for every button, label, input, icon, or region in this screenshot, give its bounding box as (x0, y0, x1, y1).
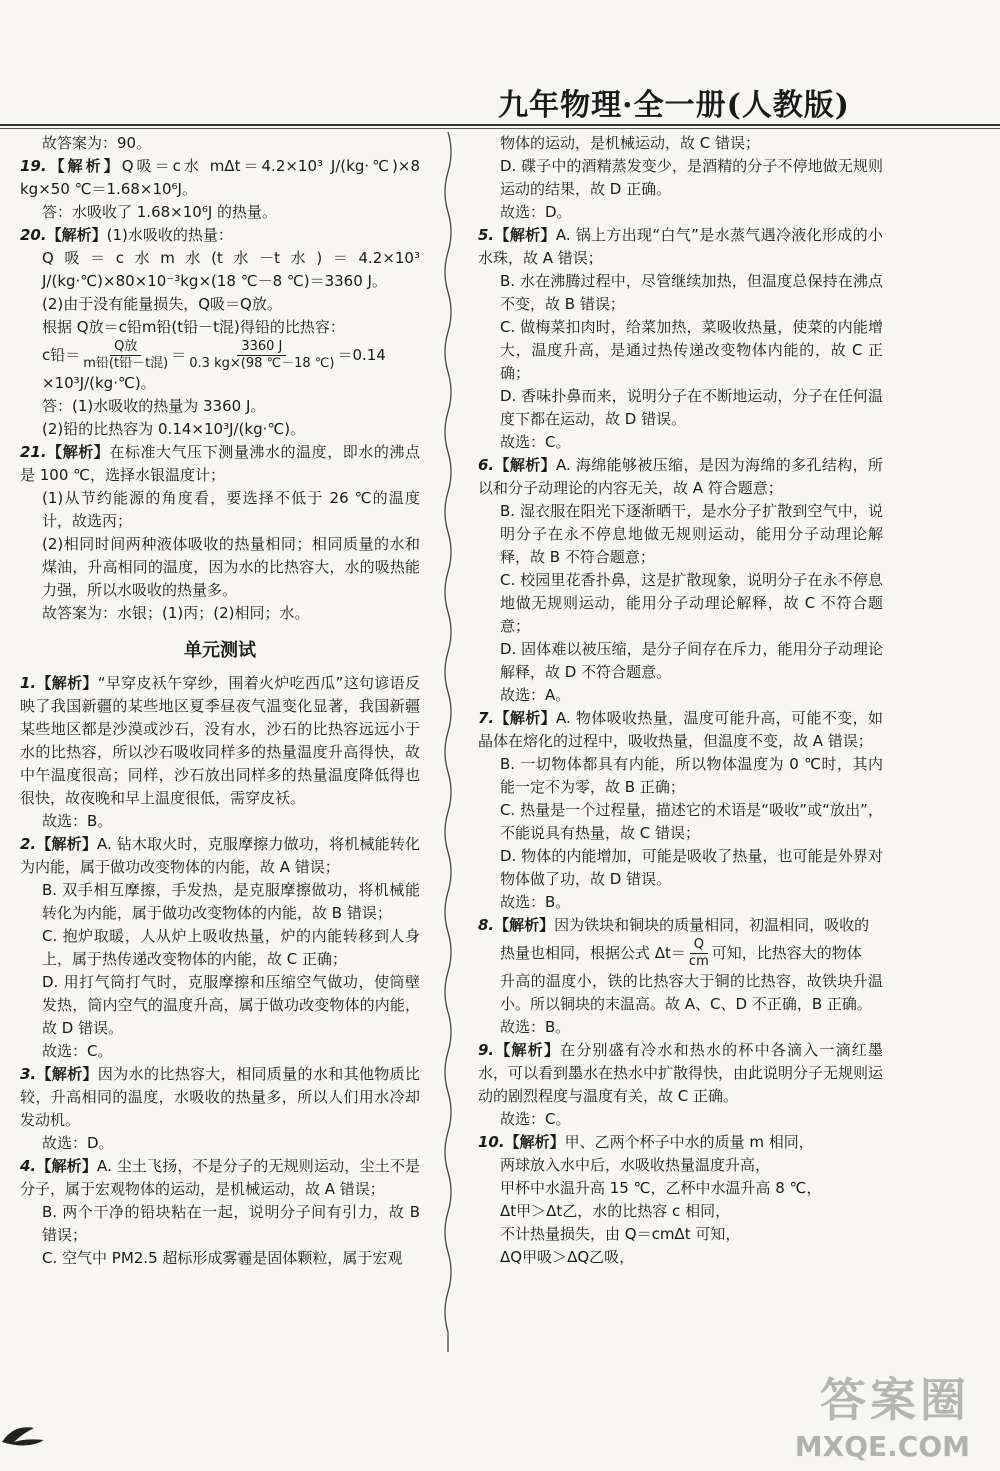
solution-text: C. 抱炉取暖，人从炉上吸收热量，炉的内能转移到人身上，属于热传递改变物体的内能，故 C 正确； (42, 927, 420, 968)
solution-text: D. 碟子中的酒精蒸发变少，是酒精的分子不停地做无规则运动的结果，故 D 正确。 (500, 157, 883, 198)
solution-text: 甲、乙两个杯子中水的质量 m 相同， (564, 1133, 814, 1151)
question-20 (20, 224, 420, 441)
question-21 (20, 441, 420, 625)
question-number: 10. (478, 1133, 505, 1151)
question-number: 21. (20, 443, 47, 461)
solution-text: 两球放入水中后，水吸收热量温度升高， (500, 1156, 771, 1174)
analysis-tag: 【解析】 (36, 674, 98, 692)
formula-part: ＝ (171, 346, 187, 364)
answer-line: 故选：C。 (42, 1042, 113, 1060)
solution-text: A. 尘土飞扬，不是分子的无规则运动，尘土不是分子，属于宏观物体的运动，是机械运动，故 A 错误； (20, 1157, 420, 1198)
analysis-tag: 【解析】 (504, 1133, 565, 1151)
question-number: 3. (20, 1065, 37, 1083)
solution-text: 根据 Q放＝c铅m铅(t铅－t混)得铅的比热容： (42, 318, 345, 336)
fraction-numerator: Q放 (110, 339, 141, 356)
test-question-4 (20, 1155, 420, 1270)
formula-line (20, 339, 420, 372)
solution-text: A. 钻木取火时，克服摩擦力做功，将机械能转化为内能，属于做功改变物体的内能，故 A 错误； (20, 835, 420, 876)
solution-text: A. 海绵能够被压缩，是因为海绵的多孔结构，所以和分子动理论的内容无关，故 A 符合题意； (478, 456, 883, 497)
answer-line: (2)铅的比热容为 0.14×10³J/(kg·℃)。 (42, 420, 306, 438)
fraction-numerator: 3360 J (237, 339, 286, 356)
analysis-tag: 【解析】 (494, 709, 557, 727)
question-number: 2. (20, 835, 37, 853)
solution-text: D. 用打气筒打气时，克服摩擦和压缩空气做功，使筒壁发热，筒内空气的温度升高，属于做功改变物体的内能，故 D 错误。 (42, 973, 420, 1037)
question-number: 20. (20, 226, 47, 244)
solution-text: 因为铁块和铜块的质量相同，初温相同，吸收的 (554, 916, 870, 934)
analysis-tag: 【解析】 (494, 226, 556, 244)
solution-text: Δt甲＞Δt乙，水的比热容 c 相同， (500, 1202, 731, 1220)
solution-text: 因为水的比热容大，相同质量的水和其他物质比较，升高相同的温度，水吸收的热量多，所以人们用水冷却发动机。 (20, 1065, 420, 1129)
analysis-tag: 【解析】 (494, 456, 557, 474)
question-number: 4. (20, 1157, 37, 1175)
solution-text: 在标准大气压下测量沸水的温度，即水的沸点是 100 ℃，选择水银温度计； (20, 443, 420, 484)
question-number: 5. (478, 226, 495, 244)
solution-text: “早穿皮袄午穿纱，围着火炉吃西瓜”这句谚语反映了我国新疆的某些地区夏季昼夜气温变化显著，我国新疆某些地区都是沙漠或沙石，没有水，沙石的比热容远远小于水的比热容，所以沙石吸收同样多的热量温度升高得快，故中午温度很高；同样，沙石放出同样多的热量温度降低得也很快，故夜晚和早上温度很低，需穿皮袄。 (20, 674, 420, 807)
answer-line: 故选：A。 (500, 686, 571, 704)
test-question-2 (20, 833, 420, 1063)
section-title: 单元测试 (184, 640, 256, 661)
answer-line: 故选：B。 (500, 893, 571, 911)
solution-text: B. 湿衣服在阳光下逐渐晒干，是水分子扩散到空气中，说明分子在永不停息地做无规则运动，能用分子动理论解释，故 B 不符合题意； (500, 502, 883, 566)
question-number: 6. (478, 456, 495, 474)
formula-part: c铅＝ (42, 346, 81, 364)
answer-line: 故选：C。 (500, 433, 571, 451)
solution-text: B. 两个干净的铅块粘在一起，说明分子间有引力，故 B 错误； (42, 1203, 420, 1244)
leaf-ornament-icon (0, 1420, 50, 1450)
solution-text: 不计热量损失，由 Q＝cmΔt 可知， (500, 1225, 741, 1243)
test-question-8 (478, 914, 883, 1039)
answer-line: 故选：B。 (42, 812, 113, 830)
solution-text: (1)水吸收的热量： (106, 226, 233, 244)
solution-text: A. 锅上方出现“白气”是水蒸气遇冷液化形成的小水珠，故 A 错误； (478, 226, 883, 267)
analysis-tag: 【解析】 (46, 226, 107, 244)
question-number: 19. (20, 157, 47, 175)
test-question-7 (478, 707, 883, 914)
solution-text: C. 校园里花香扑鼻，这是扩散现象，说明分子在永不停息地做无规则运动，能用分子动理论解释，故 C 不符合题意； (500, 571, 883, 635)
answer-line: 故选：D。 (500, 203, 572, 221)
solution-text: 升高的温度小，铁的比热容大于铜的比热容，故铁块升温小。所以铜块的末温高。故 A、C、D 不正确，B 正确。 (500, 972, 883, 1013)
answer-line: 故选：B。 (500, 1018, 571, 1036)
answer-line: 故答案为：水银；(1)丙；(2)相同；水。 (42, 604, 310, 622)
watermark-logo: 答案圈 (820, 1373, 970, 1427)
test-question-6 (478, 454, 883, 707)
formula-part: 热量也相同，根据公式 Δt＝ (500, 944, 686, 962)
analysis-tag: 【解析】 (36, 1157, 98, 1175)
solution-text: Q吸＝c水 mΔt＝4.2×10³ J/(kg·℃)×8 kg×50 ℃＝1.68×10⁶J。 (20, 157, 420, 198)
question-19 (20, 155, 420, 224)
solution-text: 甲杯中水温升高 15 ℃，乙杯中水温升高 8 ℃， (500, 1179, 822, 1197)
answer-line: 答：水吸收了 1.68×10⁶J 的热量。 (42, 203, 278, 221)
fraction (689, 937, 709, 970)
column-divider (440, 132, 456, 1352)
test-question-9 (478, 1039, 883, 1131)
page-header-title: 九年物理·全一册(人教版) (498, 88, 850, 123)
fraction-denominator: cm (688, 954, 709, 969)
solution-text: C. 热量是一个过程量，描述它的术语是“吸收”或“放出”，不能说具有热量，故 C 错误； (500, 801, 883, 842)
solution-text: B. 一切物体都具有内能，所以物体温度为 0 ℃时，其内能一定不为零，故 B 正确； (500, 755, 883, 796)
solution-text: (2)相同时间两种液体吸收的热量相同；相同质量的水和煤油，升高相同的温度，因为水的比热容大，水的吸热能力强，所以水吸收的热量多。 (42, 535, 420, 599)
analysis-tag: 【解析】 (46, 443, 110, 461)
formula-part: ＝0.14 (337, 346, 386, 364)
question-number: 8. (478, 916, 495, 934)
solution-text: C. 做梅菜扣肉时，给菜加热，菜吸收热量，使菜的内能增大，温度升高，是通过热传递改变物体内能的，故 C 正确； (500, 318, 883, 382)
watermark (795, 1364, 970, 1463)
solution-text: C. 空气中 PM2.5 超标形成雾霾是固体颗粒，属于宏观 (42, 1249, 403, 1267)
analysis-tag: 【解析】 (36, 1065, 98, 1083)
analysis-tag: 【解析】 (36, 835, 98, 853)
answer-line: 故选：C。 (500, 1110, 571, 1128)
left-column (20, 132, 420, 1270)
solution-text: B. 水在沸腾过程中，尽管继续加热，但温度总保持在沸点不变，故 B 错误； (500, 272, 883, 313)
solution-text: D. 香味扑鼻而来，说明分子在不断地运动，分子在任何温度下都在运动，故 D 错误。 (500, 387, 883, 428)
fraction-denominator: m铅(t铅－t混) (83, 356, 169, 371)
solution-text: A. 物体吸收热量，温度可能升高，可能不变，如晶体在熔化的过程中，吸收热量，但温度不变，故 A 错误； (478, 709, 883, 750)
question-number: 1. (20, 674, 37, 692)
solution-text: D. 固体难以被压缩，是分子间存在斥力，能用分子动理论解释，故 D 不符合题意。 (500, 640, 883, 681)
solution-text: Q吸＝c水m水(t水－t水)＝4.2×10³ J/(kg·℃)×80×10⁻³kg×(18 ℃－8 ℃)＝3360 J。 (42, 249, 420, 290)
right-column (478, 132, 883, 1269)
analysis-tag: 【解析】 (494, 916, 555, 934)
header-rule-secondary (0, 128, 1000, 129)
solution-text: D. 物体的内能增加，可能是吸收了热量，也可能是外界对物体做了功，故 D 错误。 (500, 847, 883, 888)
solution-text: 在分别盛有冷水和热水的杯中各滴入一滴红墨水，可以看到墨水在热水中扩散得快，由此说明分子无规则运动的剧烈程度与温度有关，故 C 正确。 (478, 1041, 884, 1105)
test-question-5 (478, 224, 883, 454)
solution-text: (1)从节约能源的角度看，要选择不低于 26 ℃的温度计，故选丙； (42, 489, 420, 530)
answer-line: 故选：D。 (42, 1134, 114, 1152)
test-question-10 (478, 1131, 883, 1269)
question-number: 7. (478, 709, 495, 727)
fraction (83, 339, 168, 372)
answer-line: 故答案为：90。 (42, 134, 152, 152)
analysis-tag: 【解析】 (46, 157, 122, 175)
solution-text: ×10³J/(kg·℃)。 (42, 374, 156, 392)
question-number: 9. (478, 1041, 495, 1059)
header-rule (0, 124, 1000, 126)
test-question-3 (20, 1063, 420, 1155)
analysis-tag: 【解析】 (494, 1041, 561, 1059)
formula-line (478, 937, 883, 970)
test-question-1 (20, 672, 420, 833)
fraction (189, 339, 334, 372)
solution-text: 物体的运动，是机械运动，故 C 错误； (500, 134, 761, 152)
watermark-url: MXQE.COM (794, 1430, 970, 1463)
fraction-numerator: Q (690, 937, 708, 954)
solution-text: B. 双手相互摩擦，手发热，是克服摩擦做功，将机械能转化为内能，属于做功改变物体的内能，故 B 错误； (42, 881, 420, 922)
fraction-denominator: 0.3 kg×(98 ℃－18 ℃) (189, 356, 335, 371)
formula-part: 可知，比热容大的物体 (711, 944, 862, 962)
solution-text: ΔQ甲吸＞ΔQ乙吸， (500, 1248, 635, 1266)
solution-text: (2)由于没有能量损失，Q吸＝Q放。 (42, 295, 282, 313)
answer-line: 答：(1)水吸收的热量为 3360 J。 (42, 397, 266, 415)
